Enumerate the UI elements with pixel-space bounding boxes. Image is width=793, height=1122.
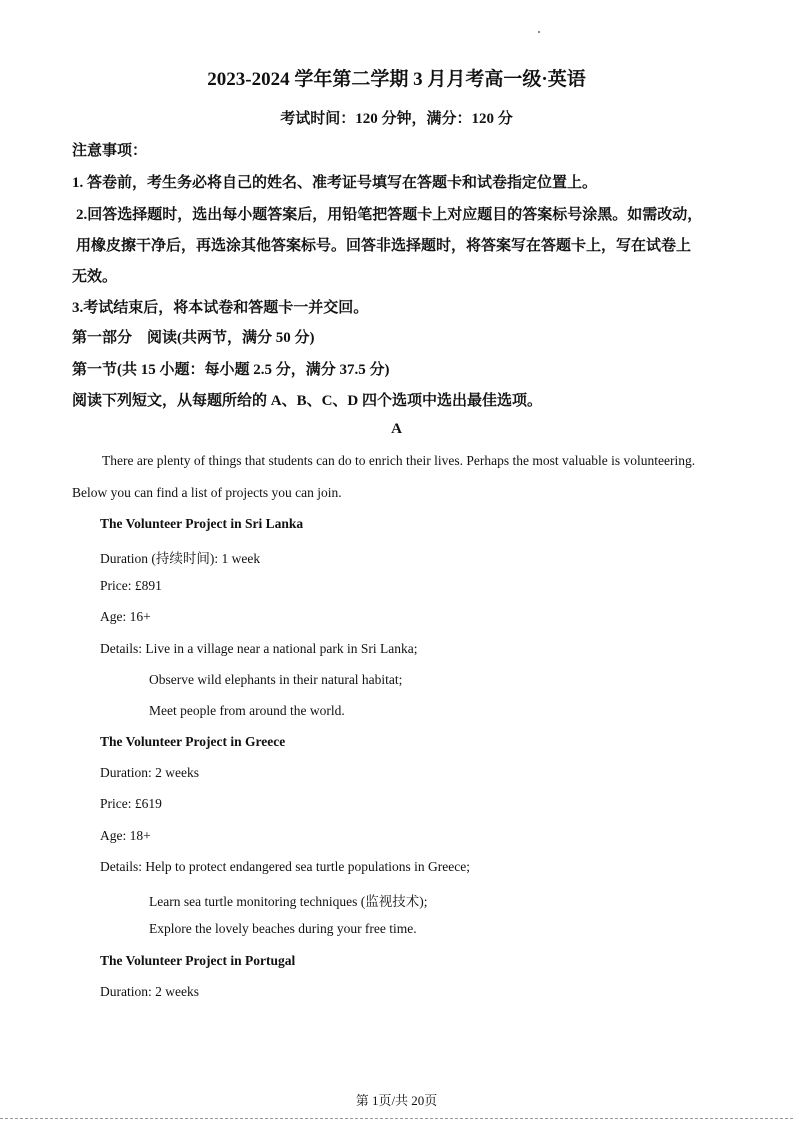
page-bottom-divider bbox=[0, 1118, 793, 1119]
project-duration: Duration (持续时间): 1 week bbox=[100, 551, 261, 566]
section-1-heading: 第一节(共 15 小题：每小题 2.5 分，满分 37.5 分) bbox=[72, 362, 390, 378]
scan-speck bbox=[538, 31, 540, 33]
note-item-2-line-3: 无效。 bbox=[72, 269, 118, 285]
project-details: Details: Help to protect endangered sea turtle populations in Greece; bbox=[100, 859, 470, 874]
passage-intro-line-1: There are plenty of things that students can do to enrich their lives. Perhaps the most valuable is volunteering. bbox=[102, 453, 696, 468]
note-item-2-line-1: 2.回答选择题时，选出每小题答案后，用铅笔把答题卡上对应题目的答案标号涂黑。如需改动， bbox=[76, 207, 703, 223]
project-details: Details: Live in a village near a national park in Sri Lanka; bbox=[100, 641, 418, 656]
project-duration: Duration: 2 weeks bbox=[100, 984, 199, 999]
project-details-line: Learn sea turtle monitoring techniques (监视技术); bbox=[149, 894, 428, 909]
exam-info: 考试时间：120 分钟，满分：120 分 bbox=[280, 111, 513, 127]
project-age: Age: 18+ bbox=[100, 828, 151, 843]
project-duration: Duration: 2 weeks bbox=[100, 765, 199, 780]
note-item-2-line-2: 用橡皮擦干净后，再选涂其他答案标号。回答非选择题时，将答案写在答题卡上，写在试卷上 bbox=[76, 238, 692, 254]
page-number: 第 1页/共 20页 bbox=[355, 1093, 438, 1108]
project-age: Age: 16+ bbox=[100, 609, 151, 624]
project-details-line: Meet people from around the world. bbox=[149, 703, 345, 718]
project-price: Price: £891 bbox=[100, 578, 162, 593]
exam-title: 2023-2024 学年第二学期 3 月月考高一级·英语 bbox=[207, 69, 586, 90]
project-title: The Volunteer Project in Sri Lanka bbox=[100, 516, 304, 531]
project-title: The Volunteer Project in Greece bbox=[100, 734, 286, 749]
passage-intro-line-2: Below you can find a list of projects you can join. bbox=[72, 485, 342, 500]
project-price: Price: £619 bbox=[100, 796, 162, 811]
note-item-1: 1. 答卷前，考生务必将自己的姓名、准考证号填写在答题卡和试卷指定位置上。 bbox=[72, 175, 598, 191]
project-details-line: Observe wild elephants in their natural habitat; bbox=[149, 672, 403, 687]
part-1-heading: 第一部分 阅读(共两节，满分 50 分) bbox=[72, 330, 315, 346]
project-details-line: Explore the lovely beaches during your free time. bbox=[149, 921, 417, 936]
passage-label: A bbox=[391, 421, 402, 437]
project-title: The Volunteer Project in Portugal bbox=[100, 953, 296, 968]
reading-instruction: 阅读下列短文，从每题所给的 A、B、C、D 四个选项中选出最佳选项。 bbox=[72, 393, 543, 409]
note-item-3: 3.考试结束后，将本试卷和答题卡一并交回。 bbox=[72, 300, 369, 316]
notes-heading: 注意事项： bbox=[72, 143, 148, 159]
